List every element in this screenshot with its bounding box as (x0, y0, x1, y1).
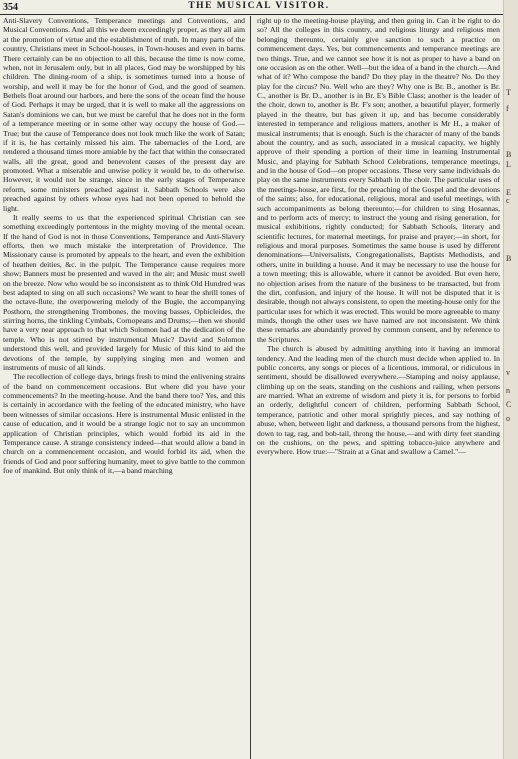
margin-fragment: L (506, 160, 511, 169)
right-paragraph: The church is abused by admitting anything into it having an immoral tendency. And the leading men of the church must decide when applied to. In public concerts, any songs or pieces of a licentious, immoral, or ridiculous in sentiment, should be disallowed everywhere.—Stamping and noisy applause, climbing up on the seats, standing on the cushions and railing, when persons are married. What an extreme of wisdom and piety it is, for persons to forbid an orderly, delightful concert of children, performing Sabbath School, temperance, patriotic and other moral sprightly pieces, and say nothing of abuse, when, between light and darkness, a thousand persons from the highest, down to tag, rag, and bob-tail, throng the house,—and with dirty feet standing on the cushions, on the pews, and spitting tobacco-juice anywhere and everywhere. How true:—"Strain at a Gnat and swallow a Camel."— (257, 344, 500, 457)
page-number: 354 (3, 2, 18, 13)
running-title: THE MUSICAL VISITOR. (188, 1, 330, 11)
right-column (257, 16, 500, 759)
left-paragraph: Anti-Slavery Conventions, Temperance meetings and Conventions, and Musical Conventions. And all this we deem exceedingly proper, as they all aim at the promotion of virtue and the establishment of truth. In many parts of the country, Christians meet in School-houses, in Town-houses and even in barns. There certainly can be no objection to all this, because the time is now come, when, not in Jerusalem only, but in all places, God may be worshipped by his children. The dining-room of a ship, is sometimes turned into a house of worship, and well it may be for the honor of God, and the good of seamen. Bethels float around our harbors, and here the sons of the ocean find the house of God. Perhaps it may be urged, that it is well to make all the aggressions on Satan's dominions we can, but we must be careful that he does not in the form of a temperance meeting or in some other way occupy the house of God.—True; but the cause of Temperance does not look much like the work of Satan; if it is, he has certainly missed his aim. The tabernacles of the Lord, are rendered a thousand times more amiable by the fact that within the consecrated walls, all the great, good and benevolent causes of the present day are promoted. What a miserable and unwise policy it would be, to do otherwise. However, it would not be strange, since in the early stages of Temperance reform, some ministers preached against it. Sabbath Schools were also preached against by others whose eyes had not been opened to behold the light. (3, 16, 245, 213)
margin-fragment: n (506, 386, 510, 395)
left-paragraph: The recollection of college days, brings fresh to mind the enlivening strains of the band on commencement occasions. But where did you have your commencements? In the meeting-house. And the band there too? Yes, and this is certainly in accordance with the feeling of the educated ministry, who have been witnesses of similar occasions. Here is instrumental Music enlisted in the cause of education, and it would be a strange logic not to say an uncommon application of Christian principles, which would forbid its aid in the Temperance cause. A strange consistency indeed—that would allow a band in church on a commencement occasion, and would forbid its aid, when the friends of God and poor suffering humanity, meet to give battle to the common foe of mankind. But only think of it,—a band marching (3, 372, 245, 475)
margin-fragment: E (506, 188, 511, 197)
margin-fragment: v (506, 368, 510, 377)
left-paragraph: It really seems to us that the experienced spiritual Christian can see something exceedingly portentous in the mighty moving of the mental ocean. If the hand of God is not in those Conventions, Temperance and Anti-Slavery efforts, then we much mistake the interpretation of Providence. The Missionary cause is promoted by appeals to the heart, and even the exhibition of heathen deities, &c. in the pulpit. The Temperance cause requires more show; Banners must be presented and waved in the air; and Music must swell on the breeze. Now who would be so inconsistent as to think Old Hundred was best adapted to sing on all such occasions? We want to hear the shrill tones of the octave-flute, the overpowering melody of the Bugle, the accompanying Posthorn, the strengthening Trombones, the moving basses, Ophicleides, the stirring horns, the tinkling Cymbals, Cornopeans and Drums;—then we should have a very near approach to that which Solomon had at the dedication of the temple. Who is not stirred by instrumental Music? David and Solomon understood this well, and provided largely for Music of this kind to aid the devotions of the temple, by supplying singing men and women and instruments of music of all kinds. (3, 212, 245, 372)
adjacent-page-edge (503, 0, 518, 759)
margin-fragment: f (506, 104, 509, 113)
page-header (0, 0, 518, 15)
margin-fragment: B (506, 150, 512, 159)
margin-fragment: c (506, 196, 510, 205)
margin-fragment: B (506, 254, 512, 263)
right-paragraph: right up to the meeting-house playing, and then going in. Can it be right to do so? All the colleges in this country, and religious liturgy and religious men belonging thereunto, certainly give sanction to such a practice on commencement days. Yes, but commencements and temperance meetings are two things. True, and we cannot see how it is not as proper to have a band on one occasion as on the other. Well—but the idea of a band in the church.—And what of it? Who compose the band? Do they play in the theatre? No. Do they play for the circus? No. Well who are they? Why one is Br. B., another is Br. C., another is Br. D., another is in Br. E's Bible Class; another is the leader of the choir, down to, another is Br. F's son; another, a beautiful player, formerly played in the theatre, but has given it up, and has become considerably interested in temperance and religious matters, another is Mr H., a maker of musical instruments; that is enough. Such is the character of many of the bands about the country, and as such, associated in a musical capacity, we highly approve of their spending a portion of their time in learning Instrumental Music, and playing for Sabbath School Celebrations, temperance meetings, and in the house of God—on proper occasions. These very same individuals do play on the same instruments every Sabbath in the choir. The particular uses of the meetings-house, are first, for the preaching of the Gospel and the devotions of the saints; also, for educational, religious, moral and useful meetings, with such accompaniments as belong thereunto;—for children to sing Hosannas, and to perform acts of mercy; to instruct the young and rising generation, for musical exhibitions, rightly conducted; for Sabbath Schools, literary and scientific lectures, for maternal meetings, for praise and prayer;—in short, for religious and moral purposes. Sometimes the same house is used by different denominations—Universalists, Congregationalists, Baptists Methodists, and others, unite in building a house. And it may be necessary to use the house for a town meeting; this is allowable, where it cannot be avoided. But even here, no objection arises from the nature of the business to be transacted, but from the dirt, confusion, and injury of the house. It will not be disputed that it is desirable, though not always consistent, to open the meeting-house only for the particular uses for which it was erected. This would be more agreeable to many minds, though the other uses we have named are not inconsistent. We think these remarks are abundantly proved by common consent, and by reference to the Scriptures. (257, 16, 500, 344)
margin-fragment: T (506, 88, 511, 97)
margin-fragment: o (506, 414, 510, 423)
left-column (3, 16, 245, 759)
column-divider (250, 16, 251, 759)
margin-fragment: C (506, 400, 512, 409)
